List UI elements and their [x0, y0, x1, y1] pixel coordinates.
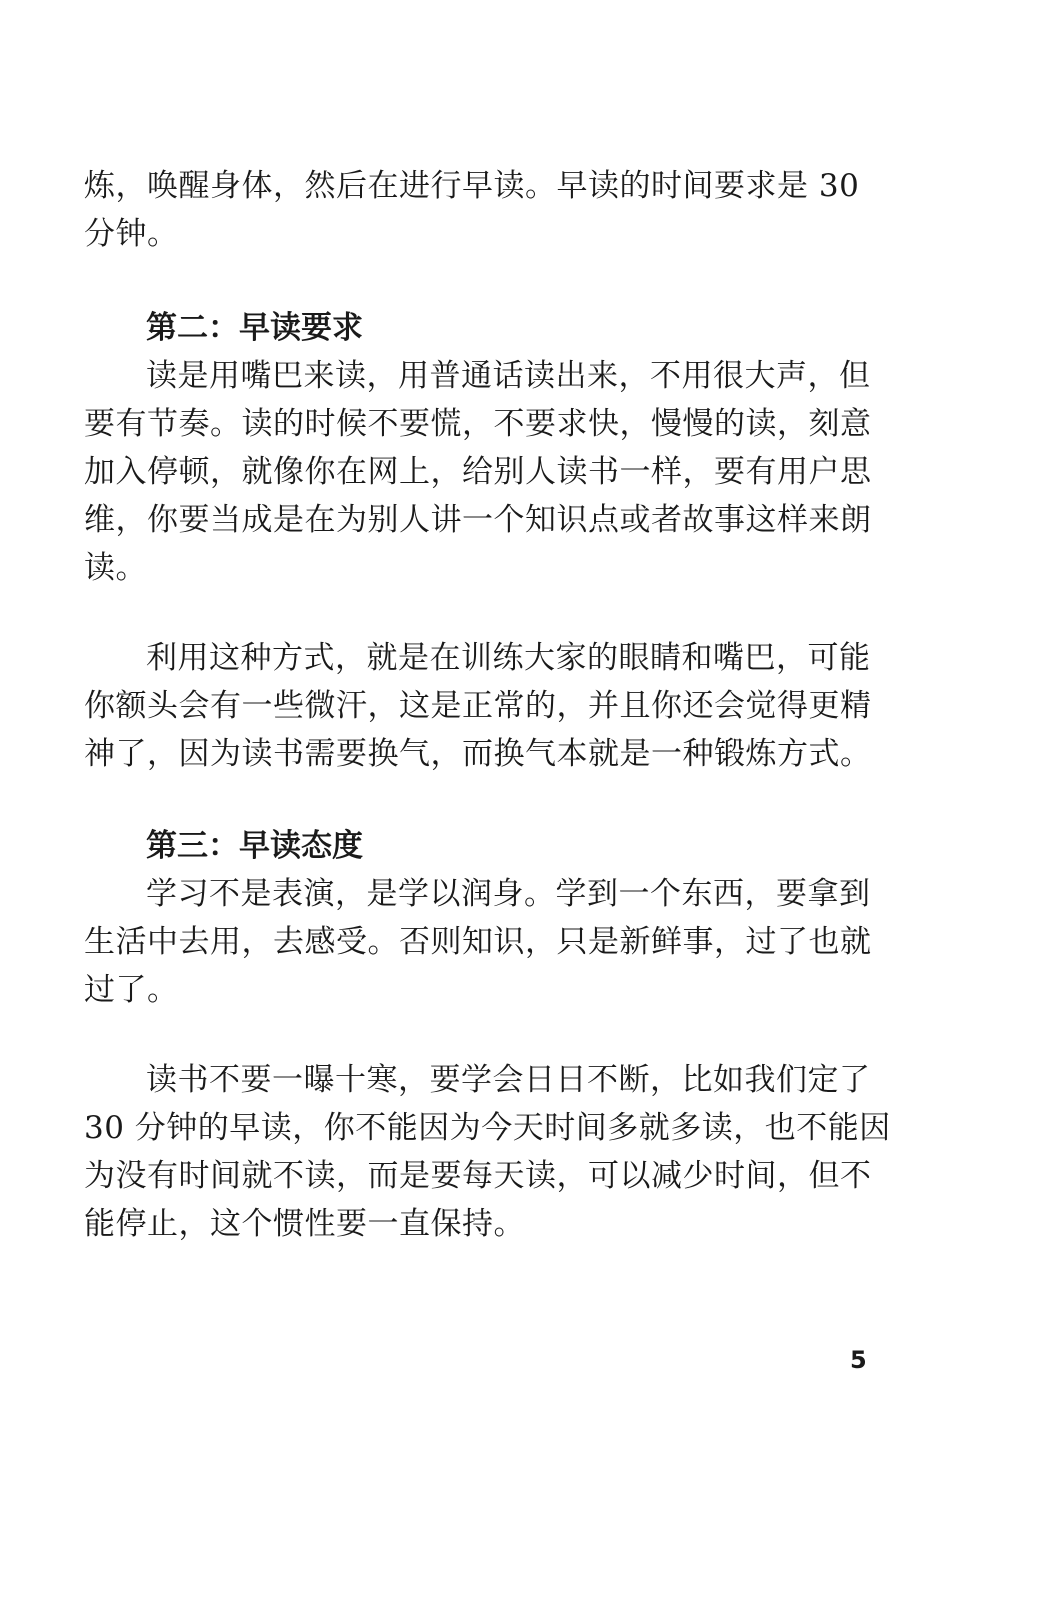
paragraph-section3-1: [84, 870, 884, 1014]
section-heading-2: 第二：早读要求: [146, 310, 363, 346]
text-line: 为没有时间就不读，而是要每天读，可以减少时间，但不: [84, 1158, 872, 1194]
paragraph-section3-2: [84, 1056, 891, 1248]
text-line: 30 分钟的早读，你不能因为今天时间多就多读，也不能因: [84, 1110, 891, 1146]
page-number: 5: [850, 1346, 867, 1374]
text-line: 要有节奏。读的时候不要慌，不要求快，慢慢的读，刻意: [84, 406, 872, 442]
text-line: 能停止，这个惯性要一直保持。: [84, 1206, 525, 1242]
text-line: 读书不要一曝十寒，要学会日日不断，比如我们定了: [146, 1062, 871, 1098]
paragraph-section2-1: [84, 352, 884, 592]
text-line: 利用这种方式，就是在训练大家的眼睛和嘴巴，可能: [146, 640, 871, 676]
text-line: 读是用嘴巴来读，用普通话读出来，不用很大声，但: [146, 358, 871, 394]
text-line: 分钟。: [84, 216, 179, 252]
paragraph-intro-continued: [84, 162, 884, 258]
text-line: 加入停顿，就像你在网上，给别人读书一样，要有用户思: [84, 454, 872, 490]
text-line: 你额头会有一些微汗，这是正常的，并且你还会觉得更精: [84, 688, 872, 724]
text-line: 炼，唤醒身体，然后在进行早读。早读的时间要求是 30: [84, 168, 860, 204]
section-heading-3: 第三：早读态度: [146, 828, 363, 864]
text-line: 读。: [84, 550, 147, 586]
text-line: 生活中去用，去感受。否则知识，只是新鲜事，过了也就: [84, 924, 872, 960]
text-line: 过了。: [84, 972, 179, 1008]
text-line: 神了，因为读书需要换气，而换气本就是一种锻炼方式。: [84, 736, 872, 772]
paragraph-section2-2: [84, 634, 884, 778]
text-line: 维，你要当成是在为别人讲一个知识点或者故事这样来朗: [84, 502, 872, 538]
text-line: 学习不是表演，是学以润身。学到一个东西，要拿到: [146, 876, 871, 912]
